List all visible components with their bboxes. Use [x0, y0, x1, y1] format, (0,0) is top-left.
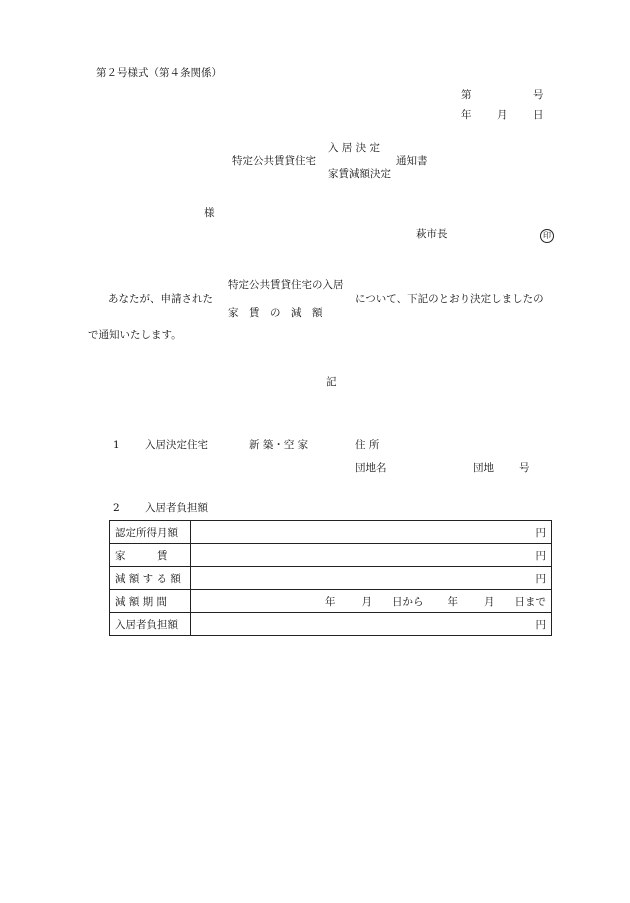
title-line1: 入 居 決 定 — [328, 142, 381, 154]
row-label-period: 減 額 期 間 — [110, 590, 191, 613]
row-value-income: 円 — [191, 521, 552, 544]
section1-danchi-name: 団地名 — [355, 462, 387, 474]
sender-name: 萩市長 — [416, 228, 448, 240]
table-row — [110, 567, 552, 590]
body-option-top: 特定公共賃貸住宅の入居 — [228, 279, 344, 291]
section2-number: 2 — [113, 502, 120, 514]
row-value-rent: 円 — [191, 544, 552, 567]
ki-heading: 記 — [326, 376, 337, 388]
date-day: 日 — [533, 109, 544, 121]
period-day-from: 日から — [392, 595, 424, 608]
section1-address-label: 住 所 — [355, 439, 380, 451]
form-id: 第２号様式（第４条関係） — [96, 67, 222, 79]
doc-number-prefix: 第 — [461, 89, 472, 101]
row-value-period — [191, 590, 552, 613]
body-option-bottom: 家 賃 の 減 額 — [228, 307, 323, 319]
title-line3: 家賃減額決定 — [328, 168, 391, 180]
row-label-income: 認定所得月額 — [110, 521, 191, 544]
row-value-reduction: 円 — [191, 567, 552, 590]
burden-table — [109, 520, 552, 636]
addressee-suffix: 様 — [204, 207, 215, 219]
period-year2: 年 — [447, 595, 458, 608]
date-year: 年 — [461, 109, 472, 121]
section1-go: 号 — [519, 462, 530, 474]
date-month: 月 — [497, 109, 508, 121]
row-label-reduction: 減 額 す る 額 — [110, 567, 191, 590]
title-line2: 特定公共賃貸住宅 — [232, 155, 316, 167]
period-year: 年 — [325, 595, 336, 608]
section1-danchi: 団地 — [473, 462, 494, 474]
body-tail: について、下記のとおり決定しましたの — [355, 293, 544, 305]
doc-number-suffix: 号 — [533, 89, 544, 101]
period-day-to: 日まで — [514, 595, 546, 608]
section2-label: 入居者負担額 — [145, 502, 208, 514]
section1-type: 新 築・空 家 — [249, 439, 309, 451]
section1-number: 1 — [113, 439, 120, 451]
section1-label: 入居決定住宅 — [145, 439, 208, 451]
period-month2: 月 — [484, 595, 495, 608]
table-row — [110, 613, 552, 636]
table-row — [110, 590, 552, 613]
table-row — [110, 544, 552, 567]
period-month: 月 — [361, 595, 372, 608]
body-line2: で通知いたします。 — [88, 329, 182, 341]
body-lead: あなたが、申請された — [108, 293, 213, 305]
row-label-rent: 家 賃 — [110, 544, 191, 567]
seal-mark: 印 — [540, 229, 554, 243]
title-line2-suffix: 通知書 — [396, 155, 428, 167]
row-label-burden: 入居者負担額 — [110, 613, 191, 636]
row-value-burden: 円 — [191, 613, 552, 636]
table-row — [110, 521, 552, 544]
